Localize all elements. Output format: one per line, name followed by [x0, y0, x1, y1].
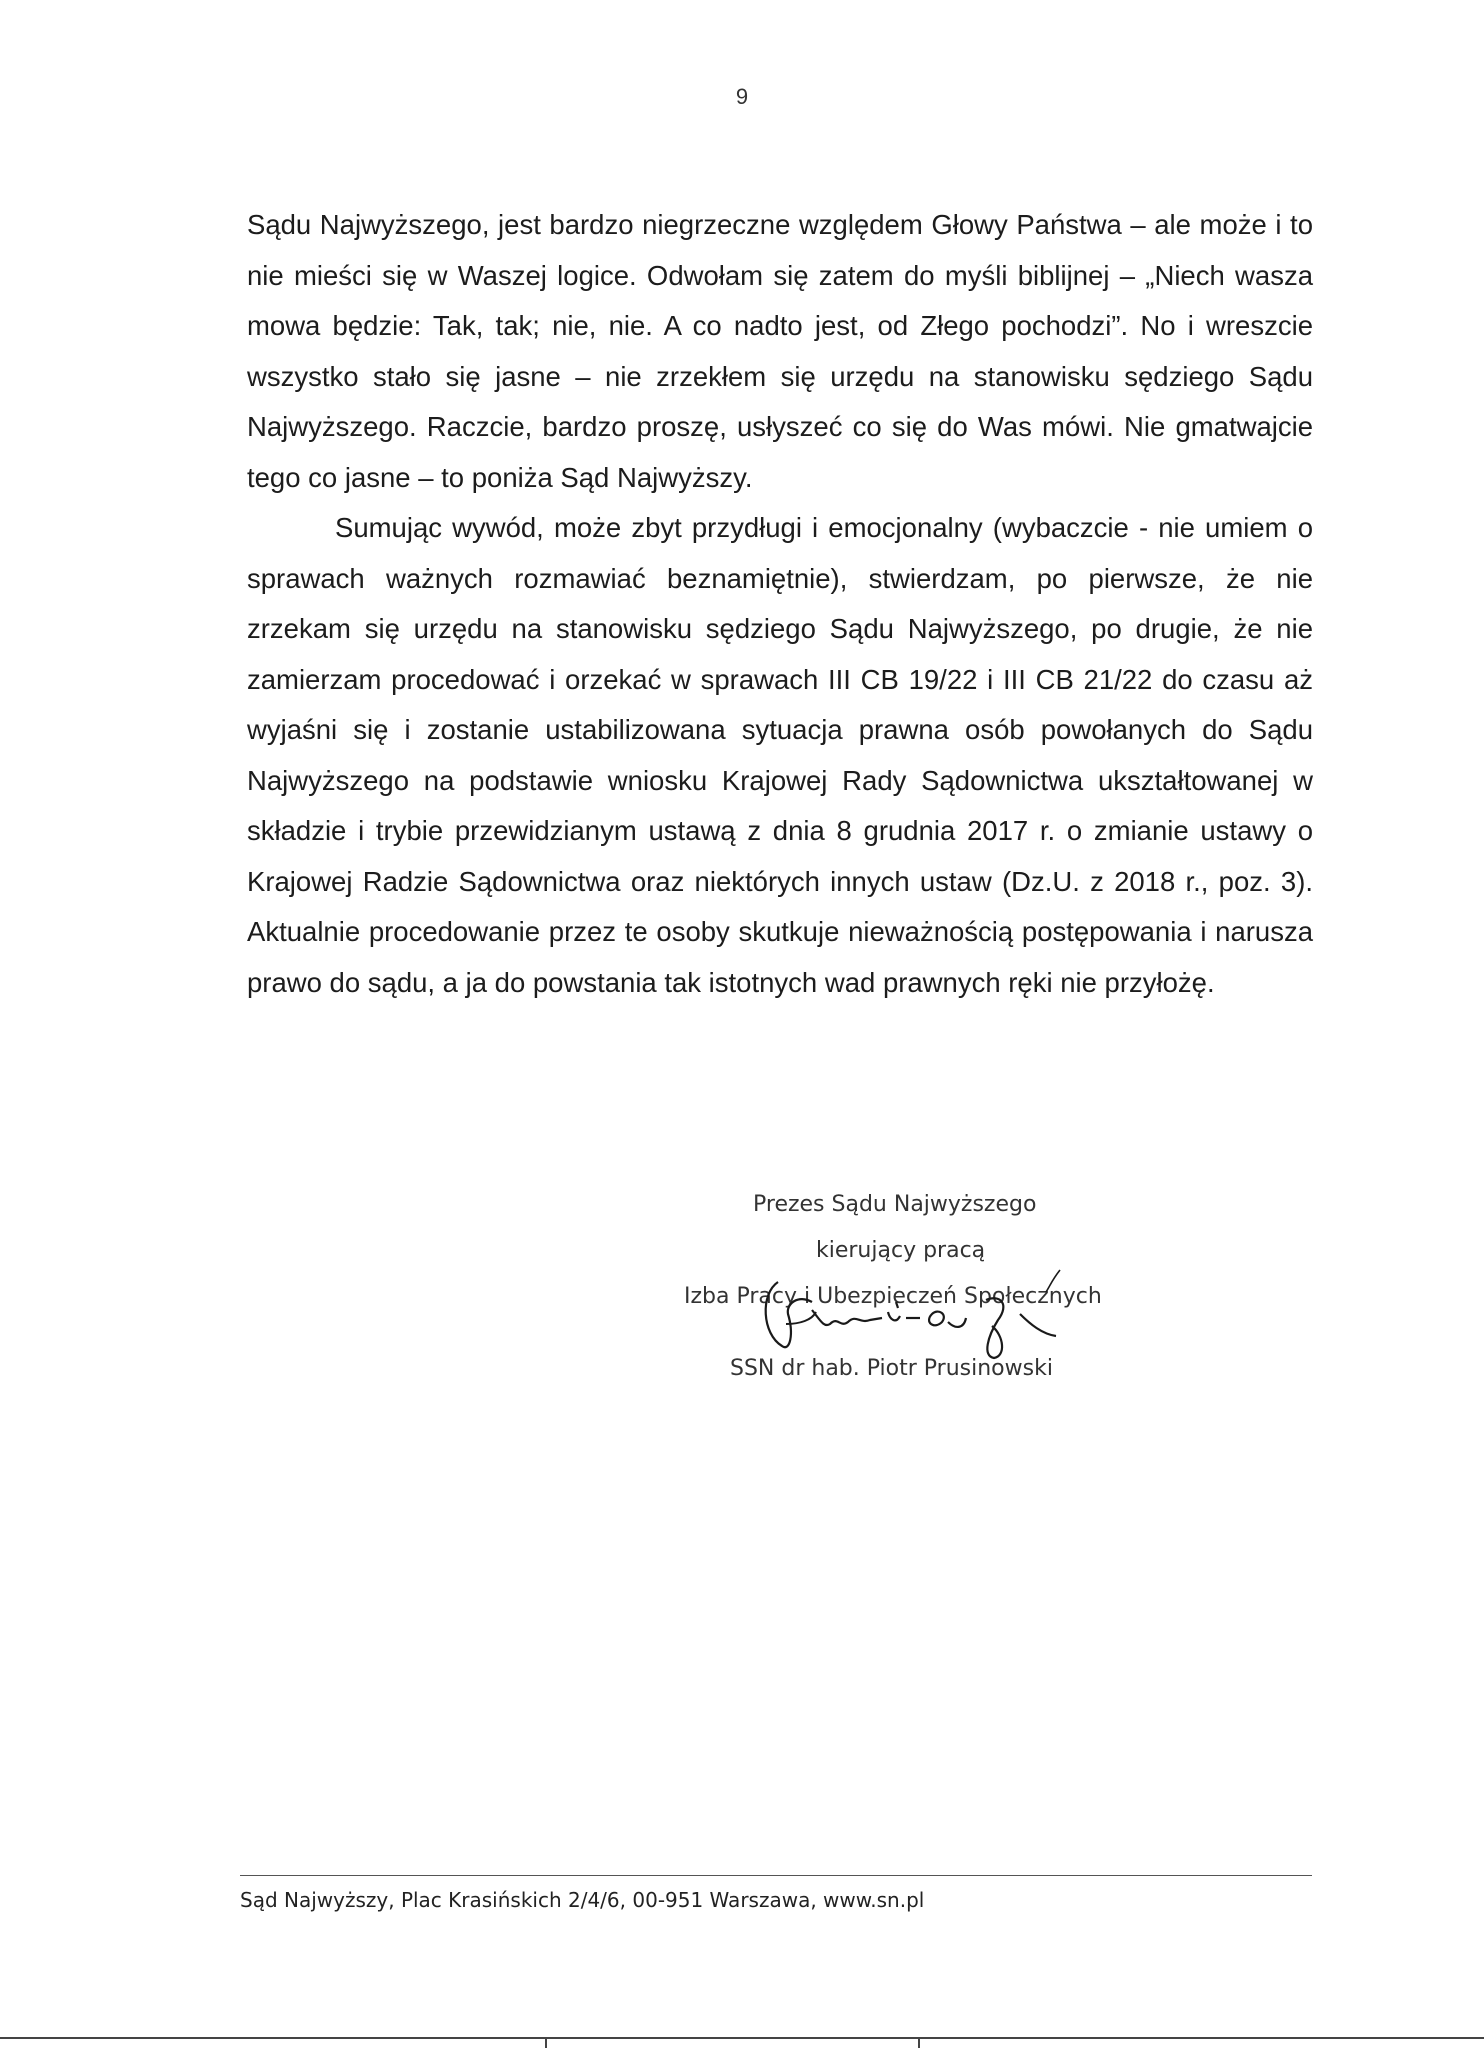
footer-address: Sąd Najwyższy, Plac Krasińskich 2/4/6, 00-951 Warszawa, www.sn.pl [240, 1888, 925, 1912]
page-number: 9 [735, 84, 749, 109]
signatory-role: kierujący pracą [816, 1238, 986, 1263]
paragraph-1: Sądu Najwyższego, jest bardzo niegrzeczne względem Głowy Państwa – ale może i to nie mieści się w Waszej logice. Odwołam się zatem do myśli biblijnej – „Niech wasza mowa będzie: Tak, tak; nie, nie. A co nadto jest, od Złego pochodzi”. No i wreszcie wszystko stało się jasne – nie zrzekłem się urzędu na stanowisku sędziego Sądu Najwyższego. Raczcie, bardzo proszę, usłyszeć co się do Was mówi. Nie gmatwajcie tego co jasne – to poniża Sąd Najwyższy. [247, 209, 1313, 493]
signatory-name: SSN dr hab. Piotr Prusinowski [730, 1356, 1053, 1381]
signatory-chamber: Izba Pracy i Ubezpieczeń Społecznych [684, 1284, 1102, 1309]
paragraph-2: Sumując wywód, może zbyt przydługi i emocjonalny (wybaczcie - nie umiem o sprawach ważnych rozmawiać beznamiętnie), stwierdzam, po pierwsze, że nie zrzekam się urzędu na stanowisku sędziego Sądu Najwyższego, po drugie, że nie zamierzam procedować i orzekać w sprawach III CB 19/22 i III CB 21/22 do czasu aż wyjaśni się i zostanie ustabilizowana sytuacja prawna osób powołanych do Sądu Najwyższego na podstawie wniosku Krajowej Rady Sądownictwa ukształtowanej w składzie i trybie przewidzianym ustawą z dnia 8 grudnia 2017 r. o zmianie ustawy o Krajowej Radzie Sądownictwa oraz niektórych innych ustaw (Dz.U. z 2018 r., poz. 3). Aktualnie procedowanie przez te osoby skutkuje nieważnością postępowania i narusza prawo do sądu, a ja do powstania tak istotnych wad prawnych ręki nie przyłożę. [247, 512, 1313, 998]
handwritten-signature [720, 1264, 1080, 1404]
scan-edge-tick-right [918, 2037, 920, 2048]
letter-body [247, 200, 1313, 1008]
scan-edge-line [0, 2037, 1484, 2039]
scan-edge-tick-left [545, 2037, 547, 2048]
signatory-title: Prezes Sądu Najwyższego [753, 1192, 1037, 1217]
footer-divider [240, 1875, 1312, 1876]
